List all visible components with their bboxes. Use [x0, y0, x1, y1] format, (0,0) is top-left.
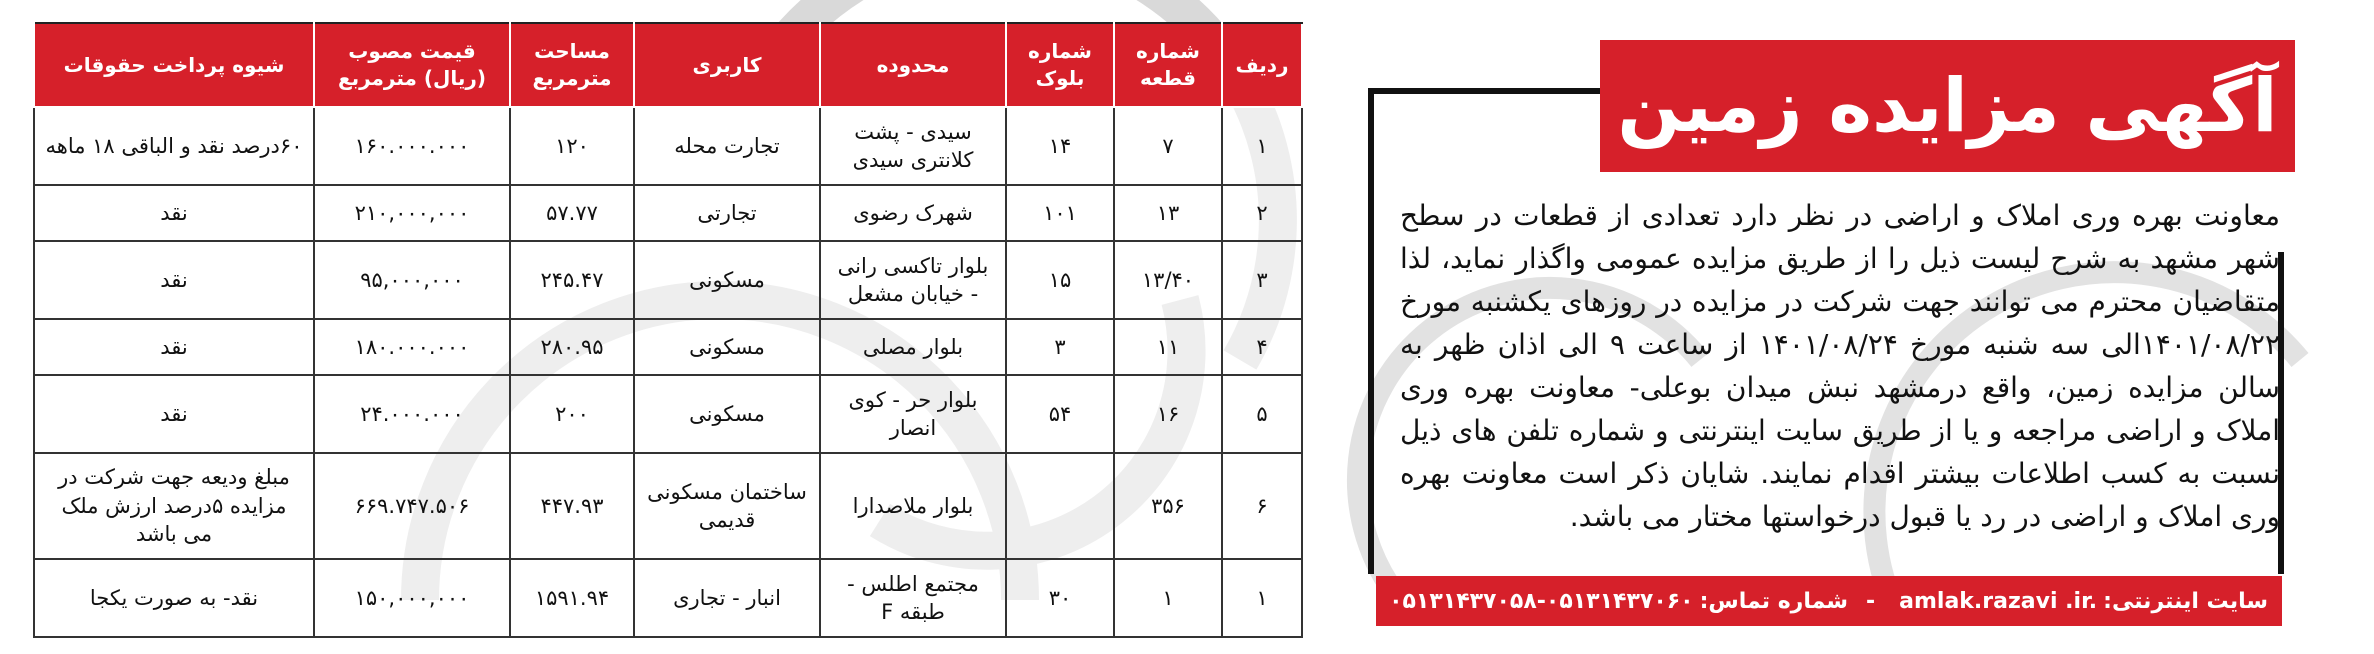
header-block-number: شماره بلوک	[1006, 23, 1114, 107]
cell-land-use: تجارتی	[634, 185, 820, 241]
cell-price: ۲۱۰,۰۰۰,۰۰۰	[314, 185, 510, 241]
header-land-use: کاربری	[634, 23, 820, 107]
cell-area: ۴۴۷.۹۳	[510, 453, 634, 559]
contact-separator: -	[1866, 588, 1876, 614]
announcement-text: معاونت بهره وری املاک و اراضی در نظر دارد تعدادی از قطعات در سطح شهر مشهد به شرح لیست ذیل را از طریق مزایده عمومی واگذار نماید، لذا متقاضیان محترم می توانند جهت شرکت در مزایده در روزهای یکشنبه مورخ ۱۴۰۱/۰۸/۲۲الی سه شنبه مورخ ۱۴۰۱/۰۸/۲۴ از ساعت ۹ الی اذان ظهر به سالن مزایده زمین، واقع درمشهد نبش میدان بوعلی- معاونت بهره وری املاک و اراضی مراجعه و یا از طریق سایت اینترنتی و شماره تلفن های ذیل نسبت به کسب اطلاعات بیشتر اقدام نمایند. شایان ذکر است معاونت بهره وری املاک و اراضی در رد یا قبول درخواستها مختار می باشد.	[1400, 199, 2280, 533]
cell-land-use: انبار - تجاری	[634, 559, 820, 637]
table-row	[34, 559, 1302, 637]
cell-price: ۶۶۹.۷۴۷.۵۰۶	[314, 453, 510, 559]
header-plot-number: شماره قطعه	[1114, 23, 1222, 107]
cell-price: ۱۶۰.۰۰۰.۰۰۰	[314, 107, 510, 185]
table-row	[34, 185, 1302, 241]
cell-payment-method: نقد	[34, 375, 314, 453]
table-row	[34, 241, 1302, 319]
cell-land-use: ساختمان مسکونی قدیمی	[634, 453, 820, 559]
header-row-number: ردیف	[1222, 23, 1302, 107]
table-row	[34, 453, 1302, 559]
table-row	[34, 107, 1302, 185]
cell-land-use: مسکونی	[634, 241, 820, 319]
header-area: مساحت مترمربع	[510, 23, 634, 107]
cell-area: ۱۵۹۱.۹۴	[510, 559, 634, 637]
cell-payment-method: نقد	[34, 185, 314, 241]
cell-price: ۱۸۰.۰۰۰.۰۰۰	[314, 319, 510, 375]
cell-row-number: ۶	[1222, 453, 1302, 559]
cell-row-number: ۴	[1222, 319, 1302, 375]
header-payment-method: شیوه پرداخت حقوقات	[34, 23, 314, 107]
cell-price: ۹۵,۰۰۰,۰۰۰	[314, 241, 510, 319]
cell-plot-number: ۱	[1114, 559, 1222, 637]
cell-plot-number: ۱۳	[1114, 185, 1222, 241]
table-row	[34, 375, 1302, 453]
cell-row-number: ۳	[1222, 241, 1302, 319]
cell-row-number: ۱	[1222, 559, 1302, 637]
cell-location: مجتمع اطلس - طبقه F	[820, 559, 1006, 637]
cell-block-number: ۳۰	[1006, 559, 1114, 637]
cell-plot-number: ۳۵۶	[1114, 453, 1222, 559]
cell-row-number: ۵	[1222, 375, 1302, 453]
cell-land-use: مسکونی	[634, 375, 820, 453]
cell-payment-method: نقد- به صورت یکجا	[34, 559, 314, 637]
cell-block-number: ۱۰۱	[1006, 185, 1114, 241]
page-title: آگهی مزایده زمین	[1617, 63, 2278, 149]
cell-land-use: تجارت محله	[634, 107, 820, 185]
cell-location: بلوار تاکسی رانی - خیابان مشعل	[820, 241, 1006, 319]
cell-location: بلوار مصلی	[820, 319, 1006, 375]
auction-table-container	[33, 22, 1301, 636]
cell-block-number: ۱۵	[1006, 241, 1114, 319]
cell-payment-method: نقد	[34, 319, 314, 375]
cell-location: بلوار حر - کوی انصار	[820, 375, 1006, 453]
cell-plot-number: ۱۶	[1114, 375, 1222, 453]
cell-payment-method: ۶۰درصد نقد و الباقی ۱۸ ماهه	[34, 107, 314, 185]
cell-area: ۲۴۵.۴۷	[510, 241, 634, 319]
frame-left-border	[1368, 88, 1374, 574]
website-label: سایت اینترنتی:	[2103, 588, 2268, 614]
cell-price: ۲۴.۰۰۰.۰۰۰	[314, 375, 510, 453]
website-link[interactable]: amlak.razavi .ir.	[1899, 588, 2098, 614]
cell-area: ۱۲۰	[510, 107, 634, 185]
cell-area: ۲۰۰	[510, 375, 634, 453]
frame-top-border	[1368, 88, 1600, 94]
cell-row-number: ۲	[1222, 185, 1302, 241]
cell-plot-number: ۷	[1114, 107, 1222, 185]
header-location: محدوده	[820, 23, 1006, 107]
cell-location: شهرک رضوی	[820, 185, 1006, 241]
phone-numbers[interactable]: ۰۵۱۳۱۴۳۷۰۵۸-۰۵۱۳۱۴۳۷۰۶۰	[1389, 588, 1694, 614]
cell-block-number: ۱۴	[1006, 107, 1114, 185]
cell-price: ۱۵۰,۰۰۰,۰۰۰	[314, 559, 510, 637]
cell-block-number: ۳	[1006, 319, 1114, 375]
cell-payment-method: مبلغ ودیعه جهت شرکت در مزایده ۵درصد ارزش ملک می باشد	[34, 453, 314, 559]
cell-location: بلوار ملاصدارا	[820, 453, 1006, 559]
cell-payment-method: نقد	[34, 241, 314, 319]
cell-area: ۲۸۰.۹۵	[510, 319, 634, 375]
cell-land-use: مسکونی	[634, 319, 820, 375]
contact-bar	[1376, 576, 2282, 626]
cell-plot-number: ۱۳/۴۰	[1114, 241, 1222, 319]
table-row	[34, 319, 1302, 375]
table-header-row	[34, 23, 1302, 107]
header-price: قیمت مصوب (ریال) مترمربع	[314, 23, 510, 107]
cell-plot-number: ۱۱	[1114, 319, 1222, 375]
cell-area: ۵۷.۷۷	[510, 185, 634, 241]
cell-row-number: ۱	[1222, 107, 1302, 185]
phone-label: شماره تماس:	[1699, 588, 1848, 614]
cell-block-number: ۵۴	[1006, 375, 1114, 453]
cell-location: سیدی - پشت کلانتری سیدی	[820, 107, 1006, 185]
auction-table	[33, 22, 1303, 638]
cell-block-number	[1006, 453, 1114, 559]
title-banner	[1600, 40, 2295, 172]
